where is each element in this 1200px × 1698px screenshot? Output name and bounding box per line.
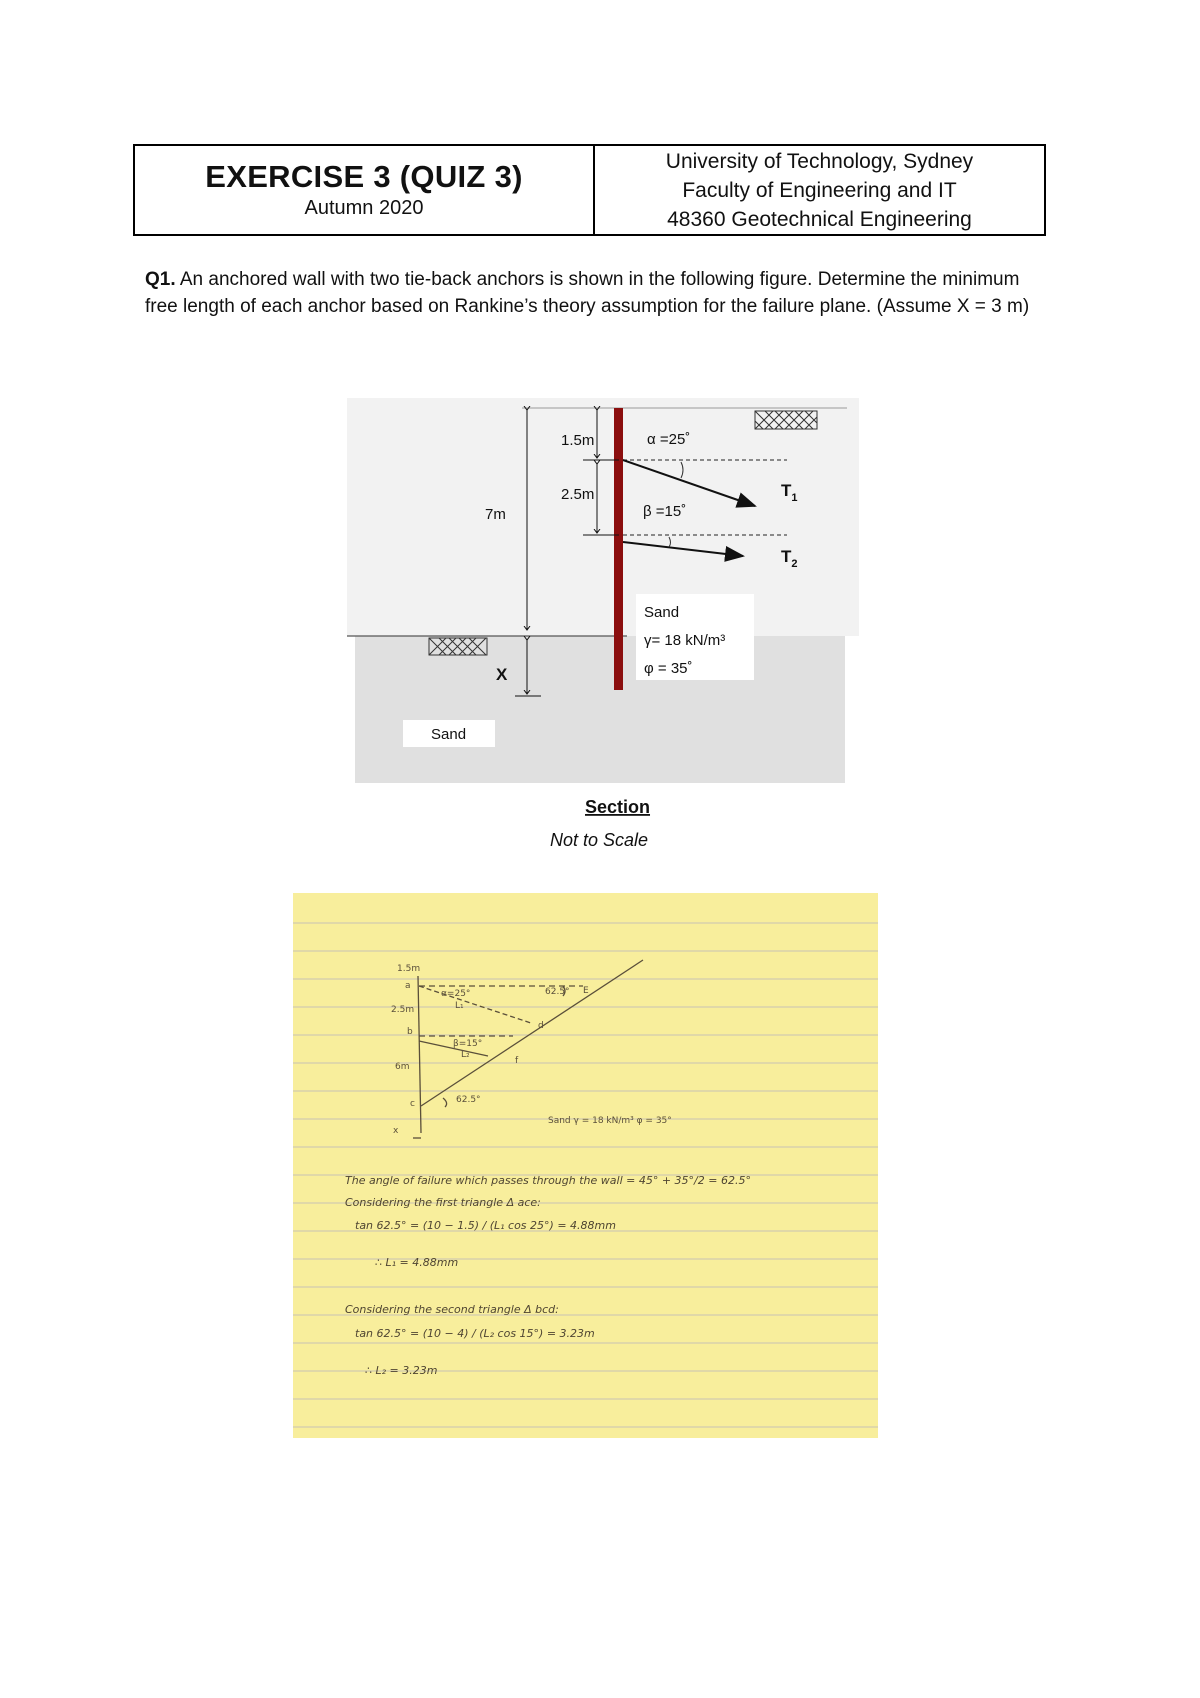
solution-line-6: tan 62.5° = (10 − 4) / (L₂ cos 15°) = 3.23m [355,1327,595,1340]
t1-label: $T_1$ [781,481,798,504]
header-right-cell [595,146,1044,234]
ground-area [355,636,845,783]
solution-line-3: tan 62.5° = (10 − 1.5) / (L₁ cos 25°) = 4.88mm [355,1219,616,1232]
sketch-alpha-label: α=25° [441,989,471,999]
exercise-title: EXERCISE 3 (QUIZ 3) [205,159,523,194]
sketch-soil-note: Sand γ = 18 kN/m³ φ = 35° [548,1116,672,1126]
sketch-1-5-label: 1.5m [397,964,421,974]
figure-caption: Section [585,797,651,817]
yellow-paper [293,893,878,1438]
alpha-label: α =25˚ [647,431,691,448]
beta-label: β =15˚ [643,503,687,520]
lower-soil-label: Sand [431,726,467,743]
scale-note: Not to Scale [550,830,649,850]
sketch-angle-label: 62.5° [545,987,570,997]
soil-name-label: Sand [644,604,680,621]
header-table [133,144,1046,236]
wall-section-figure [347,398,859,868]
x-depth-label: X [496,665,508,684]
t2-label: $T_2$ [781,547,798,570]
dim-7m-label: 7m [485,506,506,523]
sketch-l2-label: L₂ [461,1050,470,1060]
university-name: University of Technology, Sydney [665,149,974,173]
sheet-pile-wall [614,408,623,690]
question-body: An anchored wall with two tie-back anchors is shown in the following figure. Determine the minimum free length of each anchor based on Rankine’s theory assumption for the failure plane. (Assume X = 3 m) [145,269,1030,317]
question-number: Q1. [145,269,176,290]
course-name: 48360 Geotechnical Engineering [667,207,972,231]
sketch-b-label: b [407,1027,413,1037]
solution-line-5: Considering the second triangle Δ bcd: [345,1303,559,1316]
soil-gamma-label: γ= 18 kN/m³ [644,632,726,649]
dim-2-5m-label: 2.5m [561,486,595,503]
exercise-term: Autumn 2020 [304,197,424,219]
dim-1-5m-label: 1.5m [561,432,595,449]
header-left-cell [135,146,595,234]
sketch-e-label: E [583,986,589,996]
sketch-x-label: x [393,1126,399,1136]
sketch-f-label: f [515,1056,519,1066]
sketch-2-5-label: 2.5m [391,1005,415,1015]
solution-line-4: ∴ L₁ = 4.88mm [375,1256,459,1269]
sketch-a-label: a [405,981,411,991]
solution-line-7: ∴ L₂ = 3.23m [365,1364,438,1377]
sketch-d-label: d [538,1021,544,1031]
question-text [145,266,1045,320]
soil-phi-label: φ = 35˚ [644,660,693,677]
handwritten-solution-scan [293,893,878,1438]
sketch-6-label: 6m [395,1062,410,1072]
solution-line-2: Considering the first triangle Δ ace: [345,1196,541,1209]
sketch-beta-label: β=15° [453,1039,483,1049]
sketch-l1-label: L₁ [455,1001,464,1011]
retained-soil-area [347,398,859,636]
sketch-c-angle-label: 62.5° [456,1095,481,1105]
sketch-c-label: c [410,1099,415,1109]
solution-line-1: The angle of failure which passes through the wall = 45° + 35°/2 = 62.5° [345,1174,751,1187]
faculty-name: Faculty of Engineering and IT [682,178,957,202]
